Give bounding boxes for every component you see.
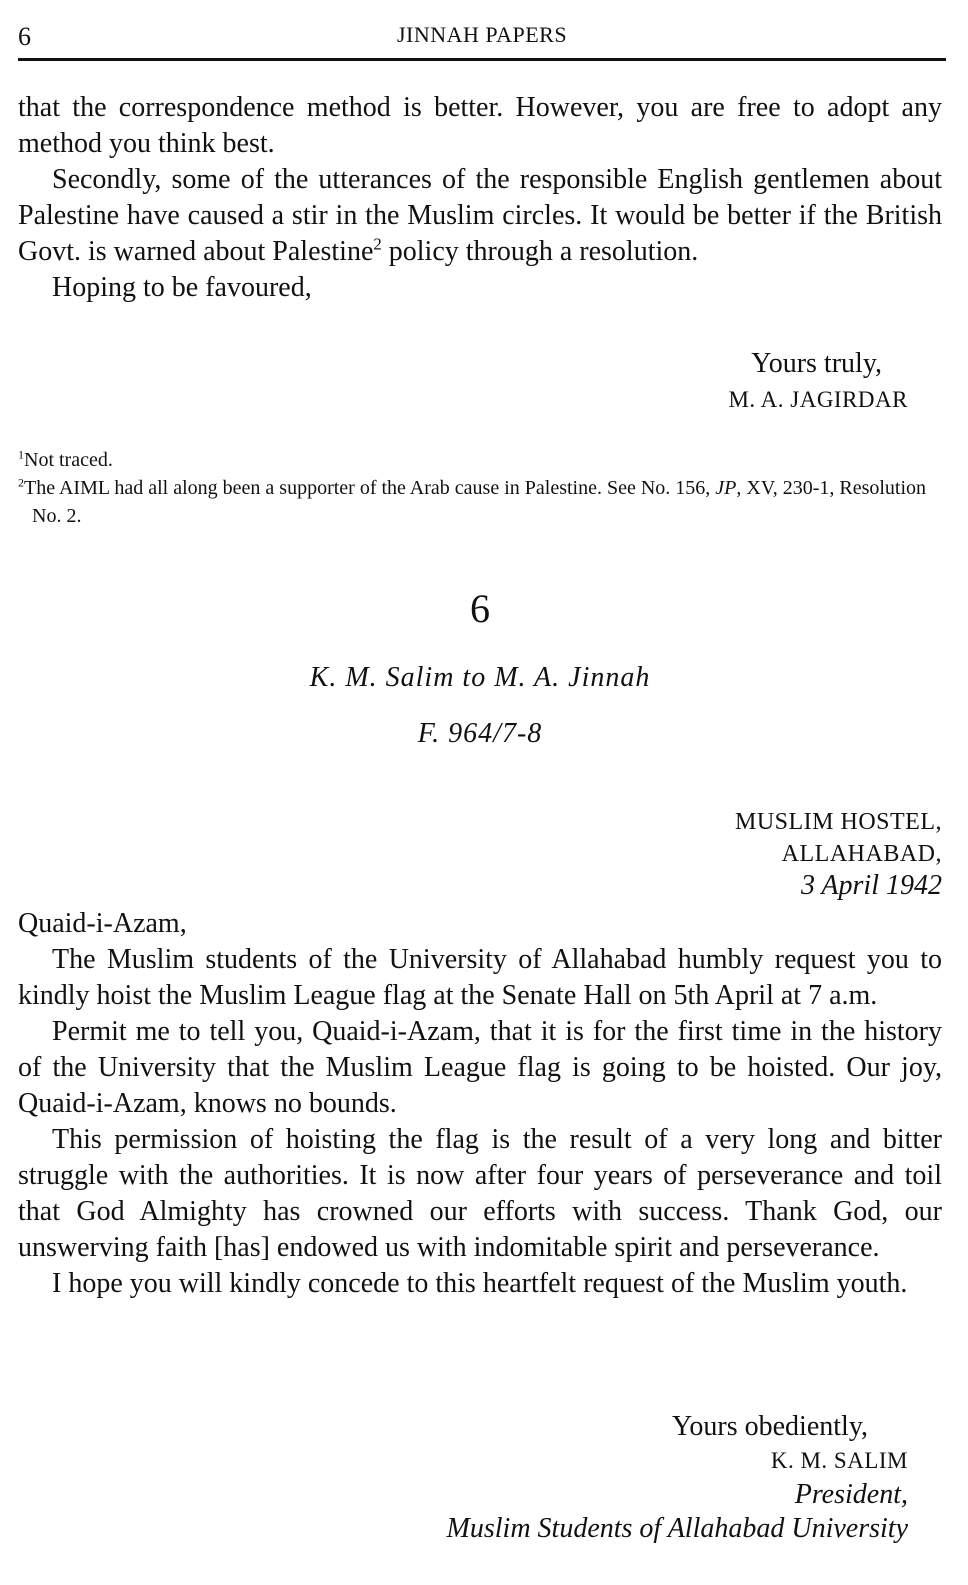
footnote [18,446,948,474]
footnote-ref: 2 [373,234,382,254]
signature-block [728,346,908,418]
footnote-text: The AIML had all along been a supporter of the Arab cause in Palestine. See No. 156, [24,477,716,499]
footnote-mark: 1 [18,447,24,462]
signature-block [447,1410,908,1546]
address-line: ALLAHABAD, [781,841,942,867]
document-reference: F. 964/7-8 [417,718,543,749]
signatory-organization: Muslim Students of Allahabad University [446,1513,908,1544]
document-number: 6 [470,586,490,631]
letter-address [735,806,942,902]
signatory-position: President, [794,1479,908,1510]
closing: Yours truly, [751,348,882,379]
page-header [18,18,946,61]
address-line: MUSLIM HOSTEL, [734,809,942,835]
footnotes [18,446,948,530]
closing: Yours obediently, [671,1411,868,1442]
letter-date: 3 April 1942 [800,870,942,901]
signature: M. A. JAGIRDAR [728,387,908,412]
paragraph-text: Secondly, some of the utterances of the responsible English gentlemen about Palestine have caused a stir in the Muslim circles. It would be better if the British Govt. is warned about Palestine [18,164,942,267]
paragraph [18,162,942,270]
footnote-italic: JP [715,477,737,499]
letter-body [18,906,942,1302]
running-title: JINNAH PAPERS [396,22,568,47]
salutation: Quaid-i-Azam, [18,908,187,939]
document-title: K. M. Salim to M. A. Jinnah [309,662,651,693]
paragraph: Hoping to be favoured, [52,272,312,303]
paragraph: This permission of hoisting the flag is the result of a very long and bitter struggle with the authorities. It is now after four years of perseverance and toil that God Almighty has crowned our efforts with success. Thank God, our unswerving faith [has] endowed us with indomitable spirit and perseverance. [18,1124,942,1263]
paragraph: that the correspondence method is better. However, you are free to adopt any method you think best. [18,92,942,159]
footnote-text: , XV, 230-1, Resolution No. 2. [32,477,927,527]
paragraph-text: policy through a resolution. [381,236,699,267]
paragraph: Permit me to tell you, Quaid-i-Azam, that it is for the first time in the history of the University that the Muslim League flag is going to be hoisted. Our joy, Quaid-i-Azam, knows no bounds. [18,1016,942,1119]
footnote-text: Not traced. [24,449,113,471]
signatory: K. M. SALIM [770,1448,908,1473]
paragraph: I hope you will kindly concede to this heartfelt request of the Muslim youth. [52,1268,908,1299]
page-number: 6 [18,22,31,51]
letter-continuation [18,90,942,306]
footnote-mark: 2 [18,475,24,490]
paragraph: The Muslim students of the University of Allahabad humbly request you to kindly hoist the Muslim League flag at the Senate Hall on 5th April at 7 a.m. [18,944,942,1011]
footnote [18,474,948,530]
